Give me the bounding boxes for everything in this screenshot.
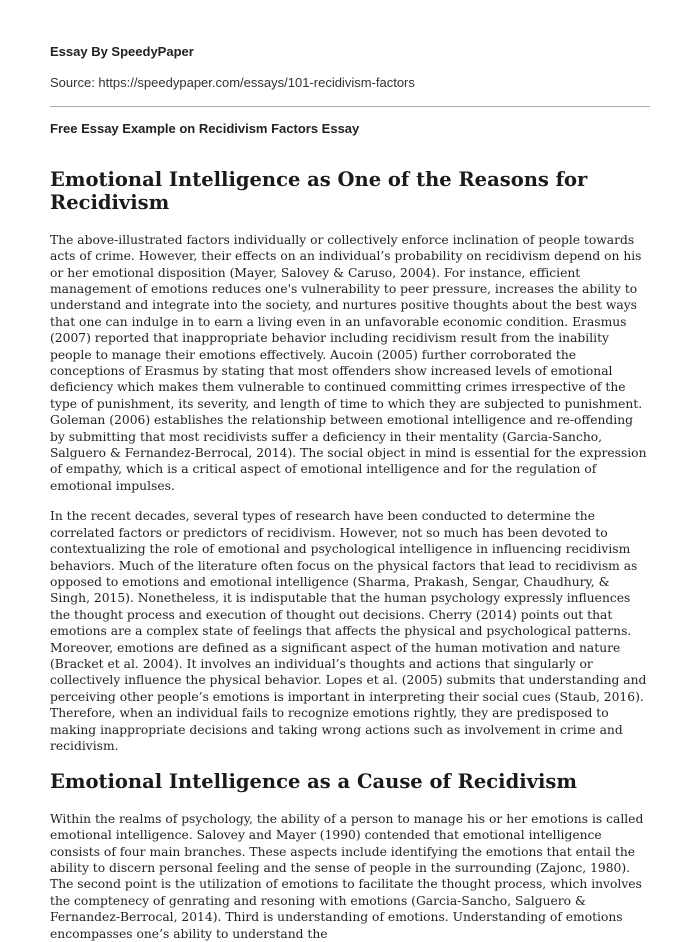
paragraph-1: The above-illustrated factors individually or collectively enforce inclination of people towards acts of crime. However, their effects on an individual’s probability on recidivism depend on his or her emotional disposition (Mayer, Salovey & Caruso, 2004). For instance, efficient management of emotions reduces one's vulnerability to peer pressure, increases the ability to understand and integrate into the society, and nurtures positive thoughts about the best ways that one can indulge in to earn a living even in an unfavorable economic condition. Erasmus (2007) reported that inappropriate behavior including recidivism result from the inability people to manage their emotions effectively. Aucoin (2005) further corroborated the conceptions of Erasmus by stating that most offenders show increased levels of emotional deficiency which makes them vulnerable to continued committing crimes irrespective of the type of punishment, its severity, and length of time to which they are subjected to punishment. Goleman (2006) establishes the relationship between emotional intelligence and re-offending by submitting that most recidivists suffer a deficiency in their mentality (Garcia-Sancho, Salguero & Fernandez-Berrocal, 2014). The social object in mind is essential for the expression of empathy, which is a critical aspect of emotional intelligence and for the regulation of emotional impulses. [50,232,647,493]
section-heading-1: Emotional Intelligence as One of the Reasons for Recidivism [50,168,588,215]
header-divider [50,106,650,107]
paragraph-2: In the recent decades, several types of research have been conducted to determine the correlated factors or predictors of recidivism. However, not so much has been devoted to contextualizing the role of emotional and psychological intelligence in influencing recidivism behaviors. Much of the literature often focus on the physical factors that lead to recidivism as opposed to emotions and emotional intelligence (Sharma, Prakash, Sengar, Chaudhury, & Singh, 2015). Nonetheless, it is indisputable that the human psychology expressly influences the thought process and execution of thought out decisions. Cherry (2014) points out that emotions are a complex state of feelings that affects the physical and psychological patterns. Moreover, emotions are defined as a significant aspect of the human motivation and nature (Bracket et al. 2004). It involves an individual’s thoughts and actions that singularly or collectively influence the physical behavior. Lopes et al. (2005) submits that understanding and perceiving other people’s emotions is important in interpreting their social cues (Staub, 2016). Therefore, when an individual fails to recognize emotions rightly, they are predisposed to making inappropriate decisions and taking wrong actions such as involvement in crime and recidivism. [50,509,647,753]
brand-header: Essay By SpeedyPaper [50,44,194,59]
document-page [0,44,700,941]
section-heading-2: Emotional Intelligence as a Cause of Recidivism [50,770,577,794]
paragraph-3: Within the realms of psychology, the ability of a person to manage his or her emotions is called emotional intelligence. Salovey and Mayer (1990) contended that emotional intelligence consists of four main branches. These aspects include identifying the emotions that entail the ability to discern personal feeling and the sense of people in the surrounding (Zajonc, 1980). The second point is the utilization of emotions to facilitate the thought process, which involves the comptenecy of genrating and resoning with emotions (Garcia-Sancho, Salguero & Fernandez-Berrocal, 2014). Third is understanding of emotions. Understanding of emotions encompasses one’s ability to understand the [50,811,644,941]
source-line: Source: https://speedypaper.com/essays/101-recidivism-factors [50,75,415,90]
essay-title: Free Essay Example on Recidivism Factors Essay [50,121,360,136]
